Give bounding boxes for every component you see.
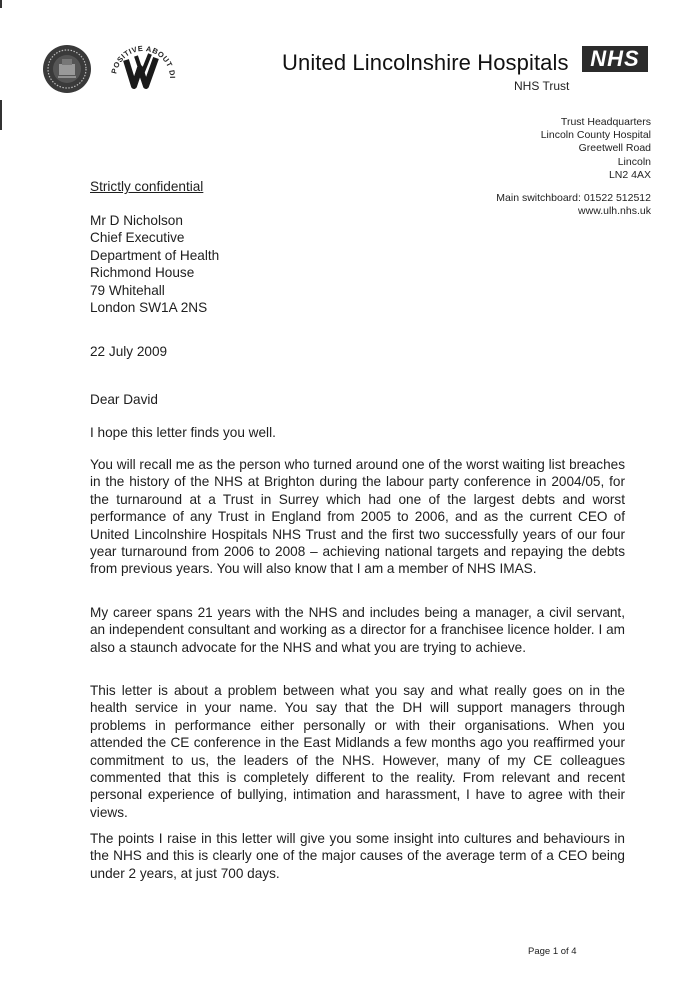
recipient-line: Richmond House [90, 265, 195, 281]
recipient-line: 79 Whitehall [90, 282, 165, 298]
page-number: Page 1 of 4 [528, 946, 577, 957]
address-line: Lincoln County Hospital [540, 129, 651, 142]
positive-about-disabled-people-logo [106, 38, 180, 106]
address-line: Greetwell Road [578, 142, 651, 155]
scan-edge-mark [0, 0, 2, 8]
switchboard-number: Main switchboard: 01522 512512 [496, 192, 651, 204]
paragraph-3: My career spans 21 years with the NHS and includes being a manager, a civil servant, an independent consultant and working as a director for a franchisee licence holder. I am also a staunch advocate for the NHS and what you are trying to achieve. [90, 605, 625, 655]
organisation-subtitle: NHS Trust [514, 79, 570, 93]
trust-address [541, 116, 651, 182]
paragraph-1: I hope this letter finds you well. [90, 425, 276, 440]
organisation-name: United Lincolnshire Hospitals [282, 50, 569, 75]
paragraph-5: The points I raise in this letter will give you some insight into cultures and behaviours in the NHS and this is clearly one of the major causes of the average term of a CEO being under 2 years, at just 700 days. [90, 831, 625, 881]
recipient-line: London SW1A 2NS [90, 300, 208, 316]
website-url: www.ulh.nhs.uk [578, 205, 651, 218]
trust-contact [496, 192, 651, 218]
recipient-line: Mr D Nicholson [90, 213, 183, 228]
logo-ring-text: POSITIVE ABOUT DI [109, 43, 178, 79]
paragraph-2: You will recall me as the person who turned around one of the worst waiting list breaches in the history of the NHS at Brighton during the labour party conference in 2004/05, for the turnaround at a Trust in Surrey which had one of the largest debts and worst performance of any Trust in England from 2005 to 2006, and as the current CEO of United Lincolnshire Hospitals NHS Trust and the first two successfully years of our four year turnaround from 2006 to 2008 – achieving national targets and repaying the debts from previous years. You will also know that I am a member of NHS IMAS. [90, 457, 625, 577]
address-line: LN2 4AX [608, 168, 651, 181]
recipient-address [90, 212, 219, 316]
paragraph-4: This letter is about a problem between what you say and what really goes on in the health service in your name. You say that the DH will support managers through problems in performance either personally or with their organisations. When you attended the CE conference in the East Midlands a few months ago you reaffirmed your commitment to us, the leaders of the NHS. However, many of my CE colleagues commented that this is completely different to the reality. From relevant and recent personal experience of bullying, intimation and harassment, I have to agree with their views. [90, 683, 625, 820]
scan-edge-mark [0, 100, 2, 130]
trust-seal-icon [42, 44, 92, 94]
letter-date: 22 July 2009 [90, 344, 168, 359]
recipient-line: Department of Health [90, 247, 220, 263]
address-line: Trust Headquarters [560, 116, 651, 128]
address-line: Lincoln [617, 155, 651, 168]
confidential-marking: Strictly confidential [90, 179, 204, 194]
recipient-line: Chief Executive [90, 230, 185, 246]
salutation: Dear David [90, 392, 158, 407]
nhs-logo: NHS [582, 46, 648, 72]
